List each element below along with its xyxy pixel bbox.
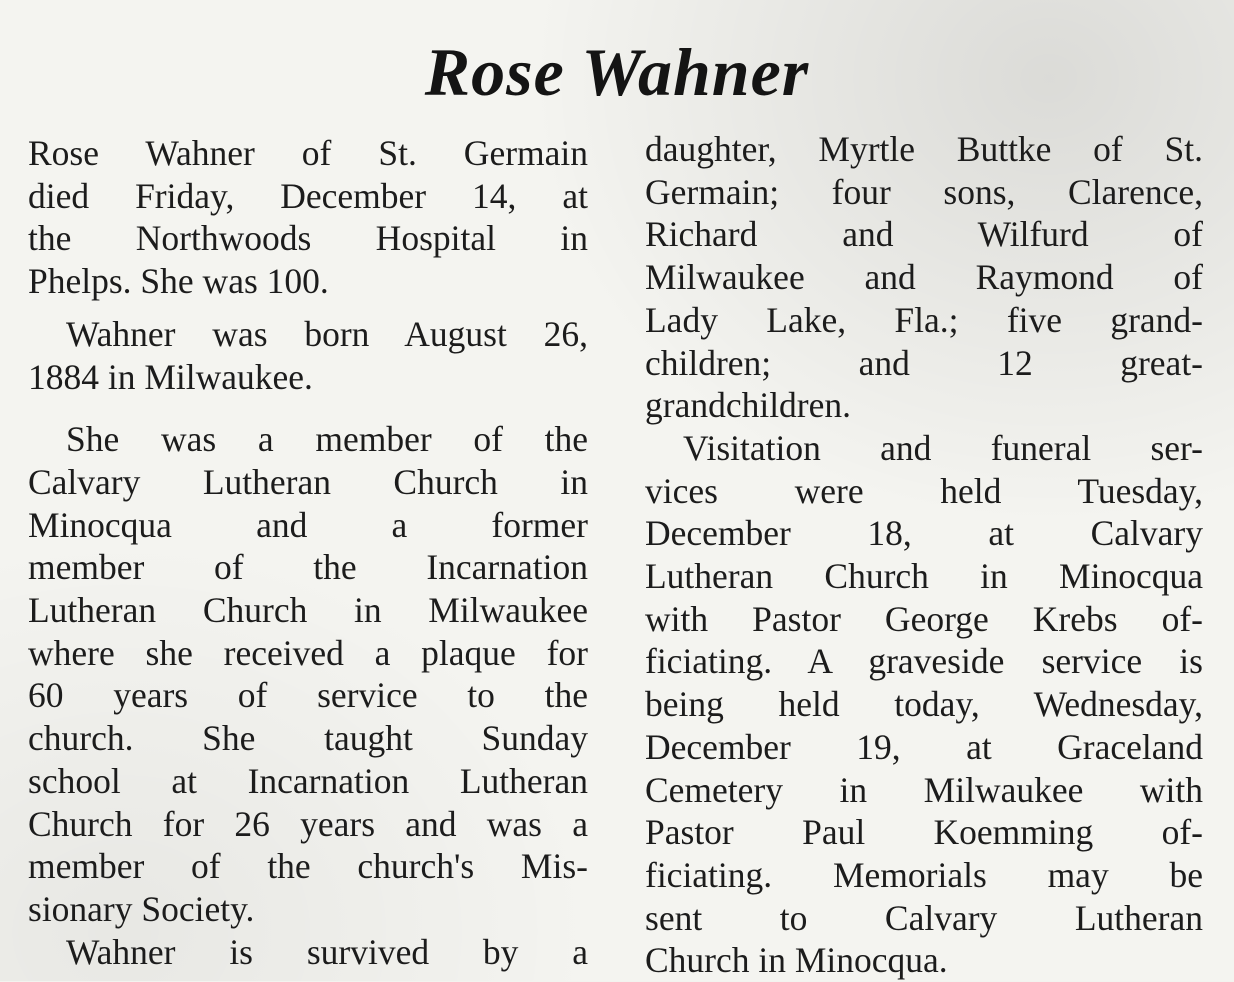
- text-line: sionary Society.: [28, 888, 255, 929]
- text-line: daughter, Myrtle Buttke of St.: [645, 129, 1203, 169]
- text-line: Phelps. She was 100.: [28, 261, 329, 302]
- text-line: Lutheran Church in Minocqua: [645, 556, 1203, 597]
- paragraph-birth: [28, 313, 588, 398]
- text-line: Lady Lake, Fla.; five grand-: [645, 299, 1203, 340]
- text-line: Lutheran Church in Milwaukee: [28, 590, 588, 631]
- text-line: Cemetery in Milwaukee with: [645, 769, 1203, 810]
- text-line: church. She taught Sunday: [28, 718, 588, 759]
- paragraph-death-notice: [28, 132, 588, 303]
- paragraph-survivors: [645, 128, 1203, 427]
- left-column: [28, 132, 588, 973]
- text-line: Wahner is survived by a: [66, 931, 588, 972]
- text-line: December 18, at Calvary: [645, 513, 1203, 554]
- text-line: vices were held Tuesday,: [645, 470, 1203, 511]
- text-line: children; and 12 great-: [645, 342, 1203, 383]
- paragraph-services: [645, 427, 1203, 982]
- text-line: Rose Wahner of St. Germain: [28, 133, 588, 173]
- text-line: Calvary Lutheran Church in: [28, 461, 588, 502]
- text-line: being held today, Wednesday,: [645, 684, 1203, 725]
- text-line: December 19, at Graceland: [645, 726, 1203, 767]
- text-line: ficiating. A graveside service is: [645, 641, 1203, 682]
- text-line: the Northwoods Hospital in: [28, 218, 588, 259]
- text-line: member of the church's Mis-: [28, 846, 588, 887]
- paragraph-church-membership: [28, 418, 588, 930]
- text-line: Visitation and funeral ser-: [683, 427, 1203, 468]
- text-line: Church for 26 years and was a: [28, 803, 588, 844]
- text-line: where she received a plaque for: [28, 632, 588, 673]
- text-line: ficiating. Memorials may be: [645, 854, 1203, 895]
- text-line: Church in Minocqua.: [645, 940, 948, 981]
- text-line: Germain; four sons, Clarence,: [645, 171, 1203, 212]
- right-column: [645, 128, 1203, 982]
- text-line: sent to Calvary Lutheran: [645, 897, 1203, 938]
- text-line: 1884 in Milwaukee.: [28, 356, 313, 397]
- text-line: member of the Incarnation: [28, 547, 588, 588]
- text-line: 60 years of service to the: [28, 675, 588, 716]
- text-line: grandchildren.: [645, 385, 852, 426]
- text-line: school at Incarnation Lutheran: [28, 760, 588, 801]
- paragraph-survivors-start: [28, 931, 588, 974]
- text-line: Milwaukee and Raymond of: [645, 257, 1203, 298]
- text-line: Richard and Wilfurd of: [645, 214, 1203, 255]
- text-line: Wahner was born August 26,: [66, 313, 588, 354]
- text-line: with Pastor George Krebs of-: [645, 598, 1203, 639]
- obituary-headline: Rose Wahner: [424, 34, 810, 110]
- text-line: died Friday, December 14, at: [28, 175, 588, 216]
- text-line: She was a member of the: [66, 419, 588, 460]
- text-line: Pastor Paul Koemming of-: [645, 812, 1203, 853]
- text-line: Minocqua and a former: [28, 504, 588, 545]
